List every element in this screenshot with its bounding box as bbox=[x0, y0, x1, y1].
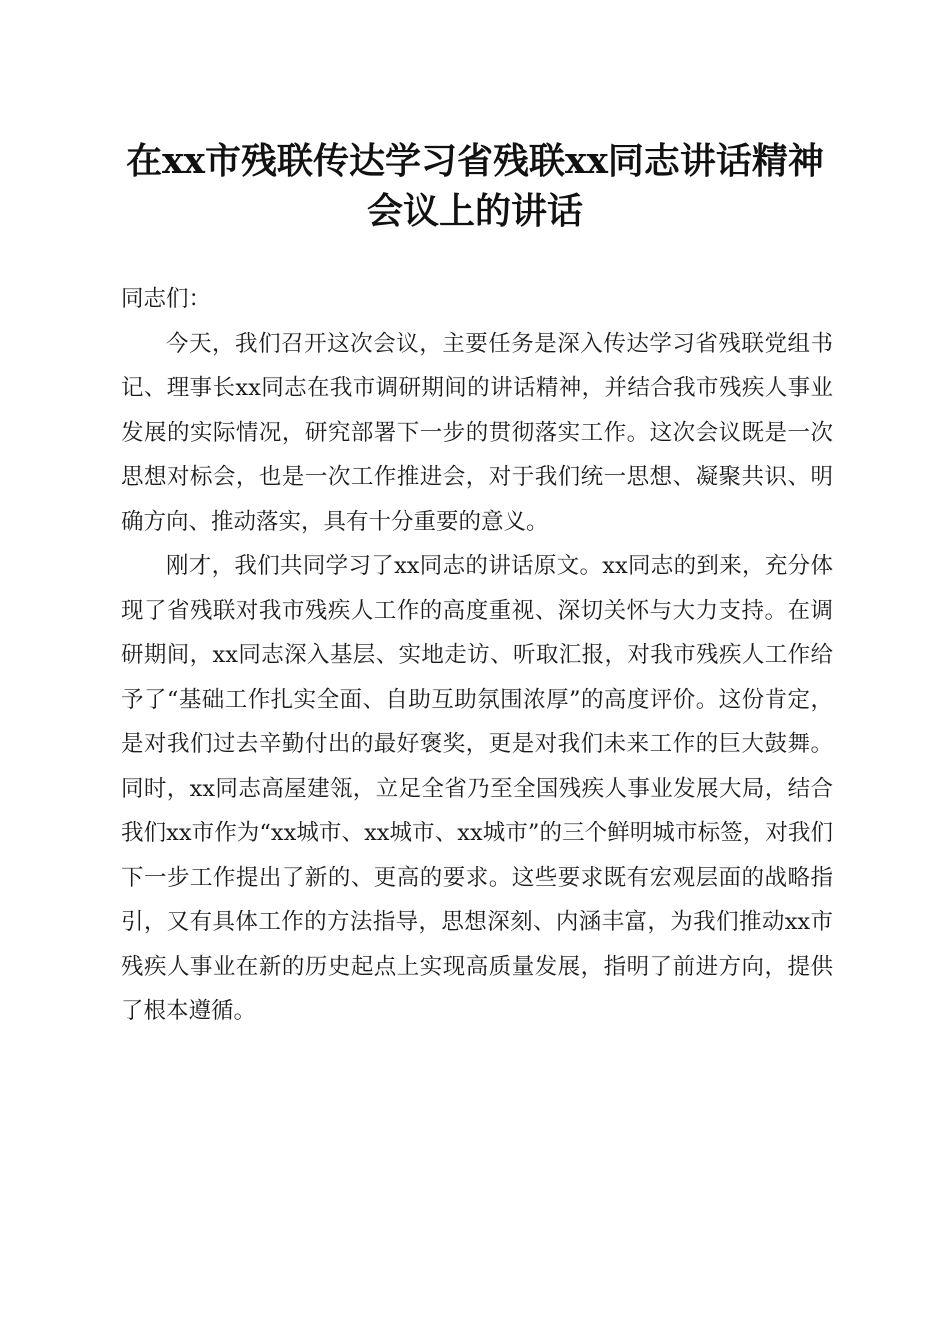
title-line-2: 会议上的讲话 bbox=[366, 190, 583, 232]
paragraph-2: 刚才，我们共同学习了xx同志的讲话原文。xx同志的到来，充分体现了省残联对我市残疾人工作的高度重视、深切关怀与大力支持。在调研期间，xx同志深入基层、实地走访、听取汇报，对我市残疾人工作给予了“基础工作扎实全面、自助互助氛围浓厚”的高度评价。这份肯定，是对我们过去辛勤付出的最好褒奖，更是对我们未来工作的巨大鼓舞。同时，xx同志高屋建瓴，立足全省乃至全国残疾人事业发展大局，结合我们xx市作为“xx城市、xx城市、xx城市”的三个鲜明城市标签，对我们下一步工作提出了新的、更高的要求。这些要求既有宏观层面的战略指引，又有具体工作的方法指导，思想深刻、内涵丰富，为我们推动xx市残疾人事业在新的历史起点上实现高质量发展，指明了前进方向，提供了根本遵循。 bbox=[121, 553, 833, 1024]
title-line-1: 在xx市残联传达学习省残联xx同志讲话精神 bbox=[126, 140, 824, 182]
document-body bbox=[121, 277, 833, 1034]
document-title bbox=[100, 136, 850, 236]
salutation: 同志们： bbox=[121, 286, 212, 312]
paragraph-1: 今天，我们召开这次会议，主要任务是深入传达学习省残联党组书记、理事长xx同志在我市调研期间的讲话精神，并结合我市残疾人事业发展的实际情况，研究部署下一步的贯彻落实工作。这次会议既是一次思想对标会，也是一次工作推进会，对于我们统一思想、凝聚共识、明确方向、推动落实，具有十分重要的意义。 bbox=[121, 330, 833, 535]
